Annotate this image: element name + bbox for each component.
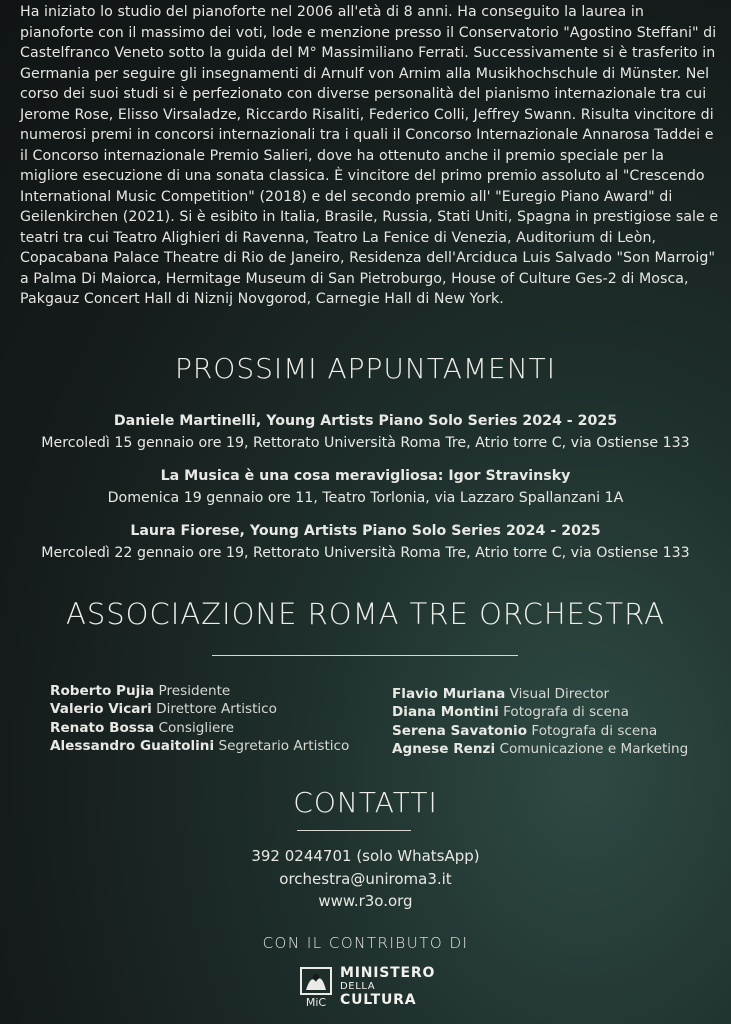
staff-role: Segretario Artistico — [218, 738, 350, 755]
staff-role: Fotografa di scena — [531, 722, 658, 739]
event-item — [0, 520, 731, 564]
event-title: Laura Fiorese, Young Artists Piano Solo Series 2024 - 2025 — [130, 523, 601, 539]
ministry-line1: MINISTERO — [340, 965, 436, 981]
staff-role: Fotografa di scena — [503, 704, 629, 721]
biography-text: Ha iniziato lo studio del pianoforte nel 2006 all'età di 8 anni. Ha conseguito la laurea in pianoforte con il massimo dei voti, lode e menzione presso il Conservatorio "Agostino Steffani" di Castelfranco Veneto sotto la guida del M° Massimiliano Ferrati. Successivamente si è trasferito in Germania per seguire gli insegnamenti di Arnulf von Arnim alla Musikhochschule di Münster. Nel corso dei suoi studi si è perfezionato con diverse personalità del pianismo internazionale tra cui Jerome Rose, Elisso Virsaladze, Riccardo Risaliti, Federico Colli, Jeffrey Swann. Risulta vincitore di numerosi premi in concorsi internazionali tra i quali il Concorso Internazionale Annarosa Taddei e il Concorso internazionale Premio Salieri, dove ha ottenuto anche il premio speciale per la migliore esecuzione di una sonata classica. È vincitore del primo premio assoluto al "Crescendo International Music Competition" (2018) e del secondo premio all' "Euregio Piano Award" di Geilenkirchen (2021). Si è esibito in Italia, Brasile, Russia, Stati Uniti, Spagna in prestigiose sale e teatri tra cui Teatro Alighieri di Ravenna, Teatro La Fenice di Venezia, Auditorium di Leòn, Copacabana Palace Theatre di Rio de Janeiro, Residenza dell'Arciduca Luis Salvado "Son Marroig" a Palma Di Maiorca, Hermitage Museum di San Pietroburgo, House of Culture Ges-2 di Mosca, Pakgauz Concert Hall di Niznij Novgorod, Carnegie Hall di New York. — [20, 4, 719, 307]
contacts-block — [0, 845, 731, 913]
event-item — [0, 465, 731, 509]
appointments-heading: PROSSIMI APPUNTAMENTI — [174, 352, 557, 385]
staff-name: Flavio Muriana — [392, 686, 506, 702]
ministry-line3: CULTURA — [340, 992, 417, 1008]
event-title: Daniele Martinelli, Young Artists Piano Solo Series 2024 - 2025 — [113, 413, 618, 429]
event-item — [0, 410, 731, 454]
event-detail: Domenica 19 gennaio ore 11, Teatro Torlonia, via Lazzaro Spallanzani 1A — [107, 490, 624, 506]
staff-role: Comunicazione e Marketing — [499, 741, 689, 758]
staff-entry — [392, 722, 688, 740]
contacts-heading: CONTATTI — [293, 786, 438, 819]
staff-role: Consigliere — [158, 719, 234, 736]
event-detail: Mercoledì 22 gennaio ore 19, Rettorato Università Roma Tre, Atrio torre C, via Ostiense 133 — [41, 545, 690, 561]
ministry-name — [340, 966, 435, 1008]
staff-name: Valerio Vicari — [50, 701, 152, 718]
association-divider — [212, 655, 518, 656]
staff-role: Presidente — [158, 683, 231, 699]
staff-role: Visual Director — [509, 686, 610, 702]
staff-name: Roberto Pujia — [50, 683, 155, 699]
staff-column-left — [50, 682, 349, 756]
contribution-label: CON IL CONTRIBUTO DI — [262, 934, 469, 952]
staff-name: Renato Bossa — [50, 719, 155, 736]
staff-name: Agnese Renzi — [392, 741, 496, 758]
mic-mark-text: MiC — [305, 996, 327, 1008]
staff-entry — [50, 737, 349, 755]
event-detail: Mercoledì 15 gennaio ore 19, Rettorato Università Roma Tre, Atrio torre C, via Ostiense 133 — [41, 435, 690, 451]
ministry-logo — [297, 966, 435, 1008]
mic-logo-icon — [297, 966, 335, 1008]
staff-entry — [50, 682, 349, 700]
staff-entry — [50, 700, 349, 718]
staff-entry — [392, 685, 688, 703]
staff-column-right — [392, 685, 688, 759]
event-title: La Musica è una cosa meravigliosa: Igor Stravinsky — [160, 468, 571, 484]
staff-name: Diana Montini — [392, 704, 499, 721]
staff-name: Alessandro Guaitolini — [50, 738, 215, 755]
appointments-list — [0, 410, 731, 575]
staff-entry — [50, 719, 349, 737]
staff-entry — [392, 740, 688, 758]
contacts-divider — [297, 830, 411, 831]
contact-phone[interactable]: 392 0244701 (solo WhatsApp) — [251, 847, 480, 865]
staff-entry — [392, 703, 688, 721]
association-heading: ASSOCIAZIONE ROMA TRE ORCHESTRA — [66, 597, 665, 631]
contact-email[interactable]: orchestra@uniroma3.it — [279, 869, 452, 888]
contact-website[interactable]: www.r3o.org — [318, 892, 413, 910]
ministry-line2: DELLA — [340, 981, 376, 992]
staff-name: Serena Savatonio — [392, 722, 528, 739]
staff-role: Direttore Artistico — [156, 701, 277, 718]
